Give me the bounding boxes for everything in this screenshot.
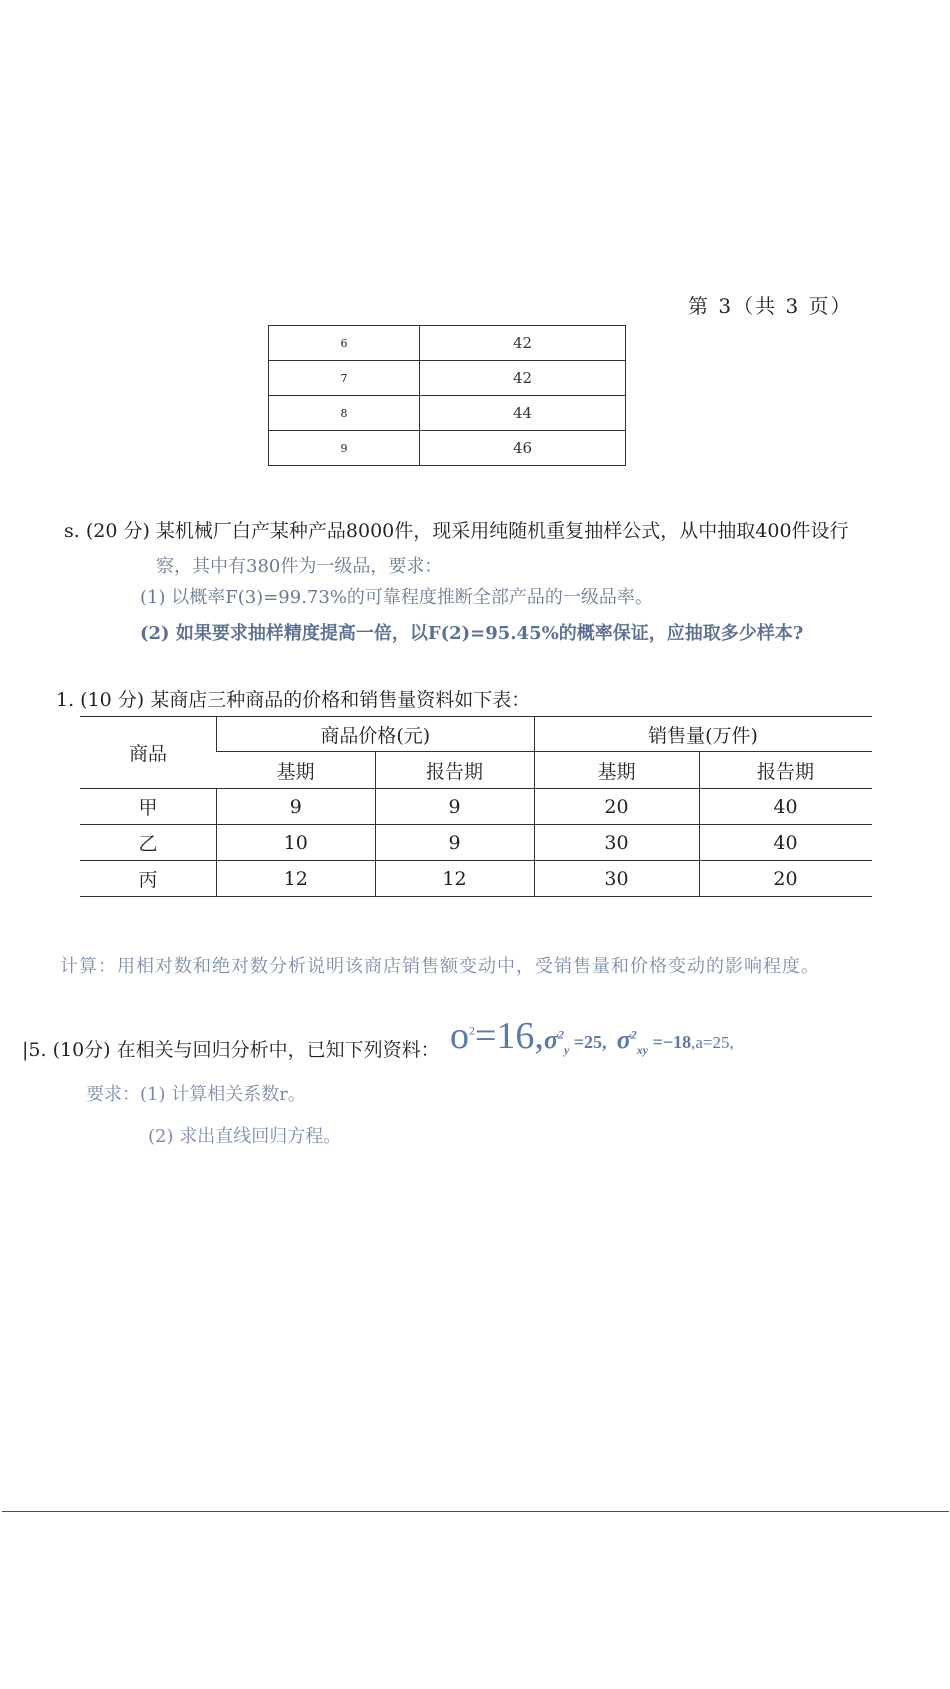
- table-cell: 9: [217, 789, 376, 825]
- table-row: [80, 789, 872, 825]
- table-cell: 20: [699, 861, 872, 897]
- table-cell: 乙: [80, 825, 217, 861]
- question-table-intro: 1. (10 分) 某商店三种商品的价格和销售量资料如下表：: [56, 689, 531, 711]
- table-row: [80, 861, 872, 897]
- formula-part: $\sigma^2_{xy}$: [616, 1025, 649, 1058]
- price-sales-table: [80, 716, 872, 897]
- question-4-item-1: (1) 以概率F(3)=99.73%的可靠程度推断全部产品的一级品率。: [140, 587, 653, 608]
- header-qty-report: 报告期: [699, 752, 872, 789]
- table-cell: 9: [375, 825, 534, 861]
- table-cell: 甲: [80, 789, 217, 825]
- table-cell: 30: [534, 825, 699, 861]
- table-row: [269, 361, 626, 396]
- header-price-group: 商品价格(元): [217, 717, 535, 752]
- table-cell: 40: [699, 789, 872, 825]
- question-5-formula: [450, 1014, 734, 1058]
- footer-rule: [2, 1511, 949, 1512]
- header-product: 商品: [80, 717, 217, 789]
- table-cell: 12: [217, 861, 376, 897]
- table-cell: 6: [269, 326, 420, 361]
- header-price-report: 报告期: [375, 752, 534, 789]
- question-4-item-2: (2) 如果要求抽样精度提高一倍，以F(2)=95.45%的概率保证，应抽取多少样本?: [140, 623, 804, 644]
- table-row: [80, 825, 872, 861]
- table-cell: 20: [534, 789, 699, 825]
- table-cell: 44: [420, 396, 626, 431]
- question-4-text: s. (20 分) 某机械厂白产某种产品8000件，现采用纯随机重复抽样公式，从中抽取400件设行: [64, 520, 849, 542]
- question-5-intro: |5. (10分) 在相关与回归分析中，已知下列资料：: [22, 1039, 440, 1061]
- table-cell: 8: [269, 396, 420, 431]
- table-cell: 42: [420, 361, 626, 396]
- formula-part: $\sigma^2_y$: [543, 1025, 570, 1058]
- question-5-requirement-1: 要求：(1) 计算相关系数r。: [86, 1084, 306, 1105]
- table-row: [269, 396, 626, 431]
- table-cell: 30: [534, 861, 699, 897]
- data-table-small: [268, 325, 626, 466]
- table-cell: 丙: [80, 861, 217, 897]
- question-4-text-cont: 察，其中有380件为一级品，要求：: [156, 556, 443, 577]
- question-5-requirement-2: (2) 求出直线回归方程。: [148, 1126, 342, 1147]
- formula-part: =25,: [569, 1032, 607, 1052]
- table-cell: 9: [375, 789, 534, 825]
- table-cell: 12: [375, 861, 534, 897]
- formula-part: =−18: [648, 1032, 692, 1052]
- table-header-row: [80, 717, 872, 752]
- table-cell: 7: [269, 361, 420, 396]
- table-cell: 40: [699, 825, 872, 861]
- table-cell: 46: [420, 431, 626, 466]
- table-cell: 42: [420, 326, 626, 361]
- table-row: [269, 431, 626, 466]
- question-table-calc: 计算：用相对数和绝对数分析说明该商店销售额变动中，受销售量和价格变动的影响程度。: [60, 956, 820, 977]
- formula-part: $o^2=16$,: [450, 1015, 544, 1057]
- table-cell: 9: [269, 431, 420, 466]
- header-qty-base: 基期: [534, 752, 699, 789]
- page-number: 第 3（共 3 页）: [688, 294, 853, 318]
- header-price-base: 基期: [217, 752, 376, 789]
- table-row: [269, 326, 626, 361]
- formula-part: ,a=25,: [691, 1033, 734, 1052]
- table-cell: 10: [217, 825, 376, 861]
- header-qty-group: 销售量(万件): [534, 717, 872, 752]
